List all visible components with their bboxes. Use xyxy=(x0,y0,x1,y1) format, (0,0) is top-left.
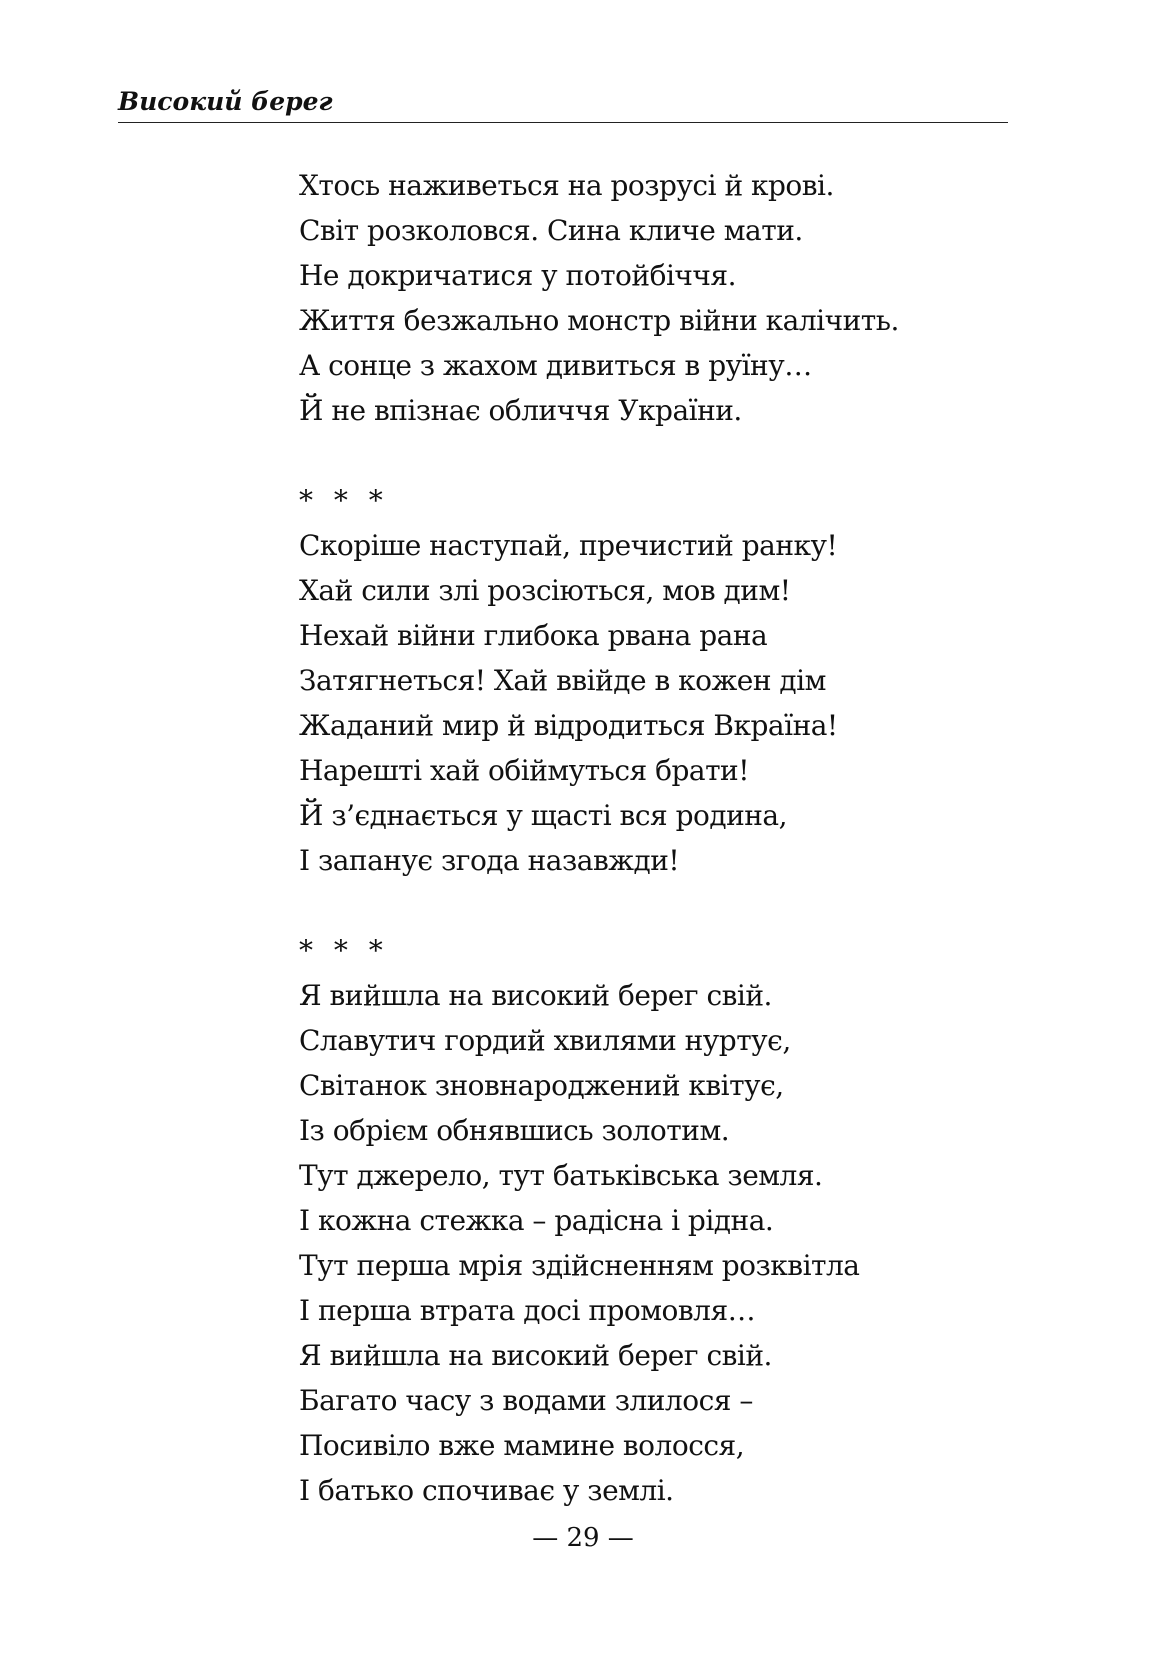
page-number: — 29 — xyxy=(532,1523,634,1553)
poem-line: Тут перша мрія здійсненням розквітла xyxy=(299,1249,860,1282)
poem-line: Славутич гордий хвилями нуртує, xyxy=(299,1024,791,1057)
section-separator: * * * xyxy=(299,934,389,967)
poem-line: Посивіло вже мамине волосся, xyxy=(299,1429,745,1462)
poem-line: І запанує згода назавжди! xyxy=(299,844,680,877)
poem-2 xyxy=(299,523,1039,883)
poem-line: Скоріше наступай, пречистий ранку! xyxy=(299,529,838,562)
poem-line: Світанок зновнароджений квітує, xyxy=(299,1069,784,1102)
poem-line: Я вийшла на високий берег свій. xyxy=(299,979,772,1012)
poem-line: Хай сили злі розсіються, мов дим! xyxy=(299,574,791,607)
poem-line: І батько спочиває у землі. xyxy=(299,1474,674,1507)
poem-line: Нарешті хай обіймуться брати! xyxy=(299,754,749,787)
poem-line: Не докричатися у потойбіччя. xyxy=(299,259,736,292)
poem-line: Хтось наживеться на розрусі й крові. xyxy=(299,169,834,202)
poem-line: Тут джерело, тут батьківська земля. xyxy=(299,1159,823,1192)
poem-line: Й не впізнає обличчя України. xyxy=(299,394,742,427)
poem-line: Багато часу з водами злилося – xyxy=(299,1384,753,1417)
section-separator: * * * xyxy=(299,484,389,517)
poem-line: Жаданий мир й відродиться Вкраїна! xyxy=(299,709,838,742)
poem-line: І перша втрата досі промовля… xyxy=(299,1294,756,1327)
poem-3 xyxy=(299,973,1039,1513)
poem-line: А сонце з жахом дивиться в руїну… xyxy=(299,349,812,382)
poems-column xyxy=(299,163,1039,1513)
running-title: Високий берег xyxy=(118,87,333,116)
poem-1 xyxy=(299,163,1039,433)
poem-line: Нехай війни глибока рвана рана xyxy=(299,619,768,652)
poem-line: Й з’єднається у щасті вся родина, xyxy=(299,799,788,832)
poem-line: Я вийшла на високий берег свій. xyxy=(299,1339,772,1372)
poem-line: Затягнеться! Хай ввійде в кожен дім xyxy=(299,664,826,697)
poem-line: Життя безжально монстр війни калічить. xyxy=(299,304,899,337)
poem-line: Із обрієм обнявшись золотим. xyxy=(299,1114,730,1147)
poem-line: Світ розколовся. Сина кличе мати. xyxy=(299,214,803,247)
poem-line: І кожна стежка – радісна і рідна. xyxy=(299,1204,774,1237)
running-header xyxy=(118,86,1008,123)
